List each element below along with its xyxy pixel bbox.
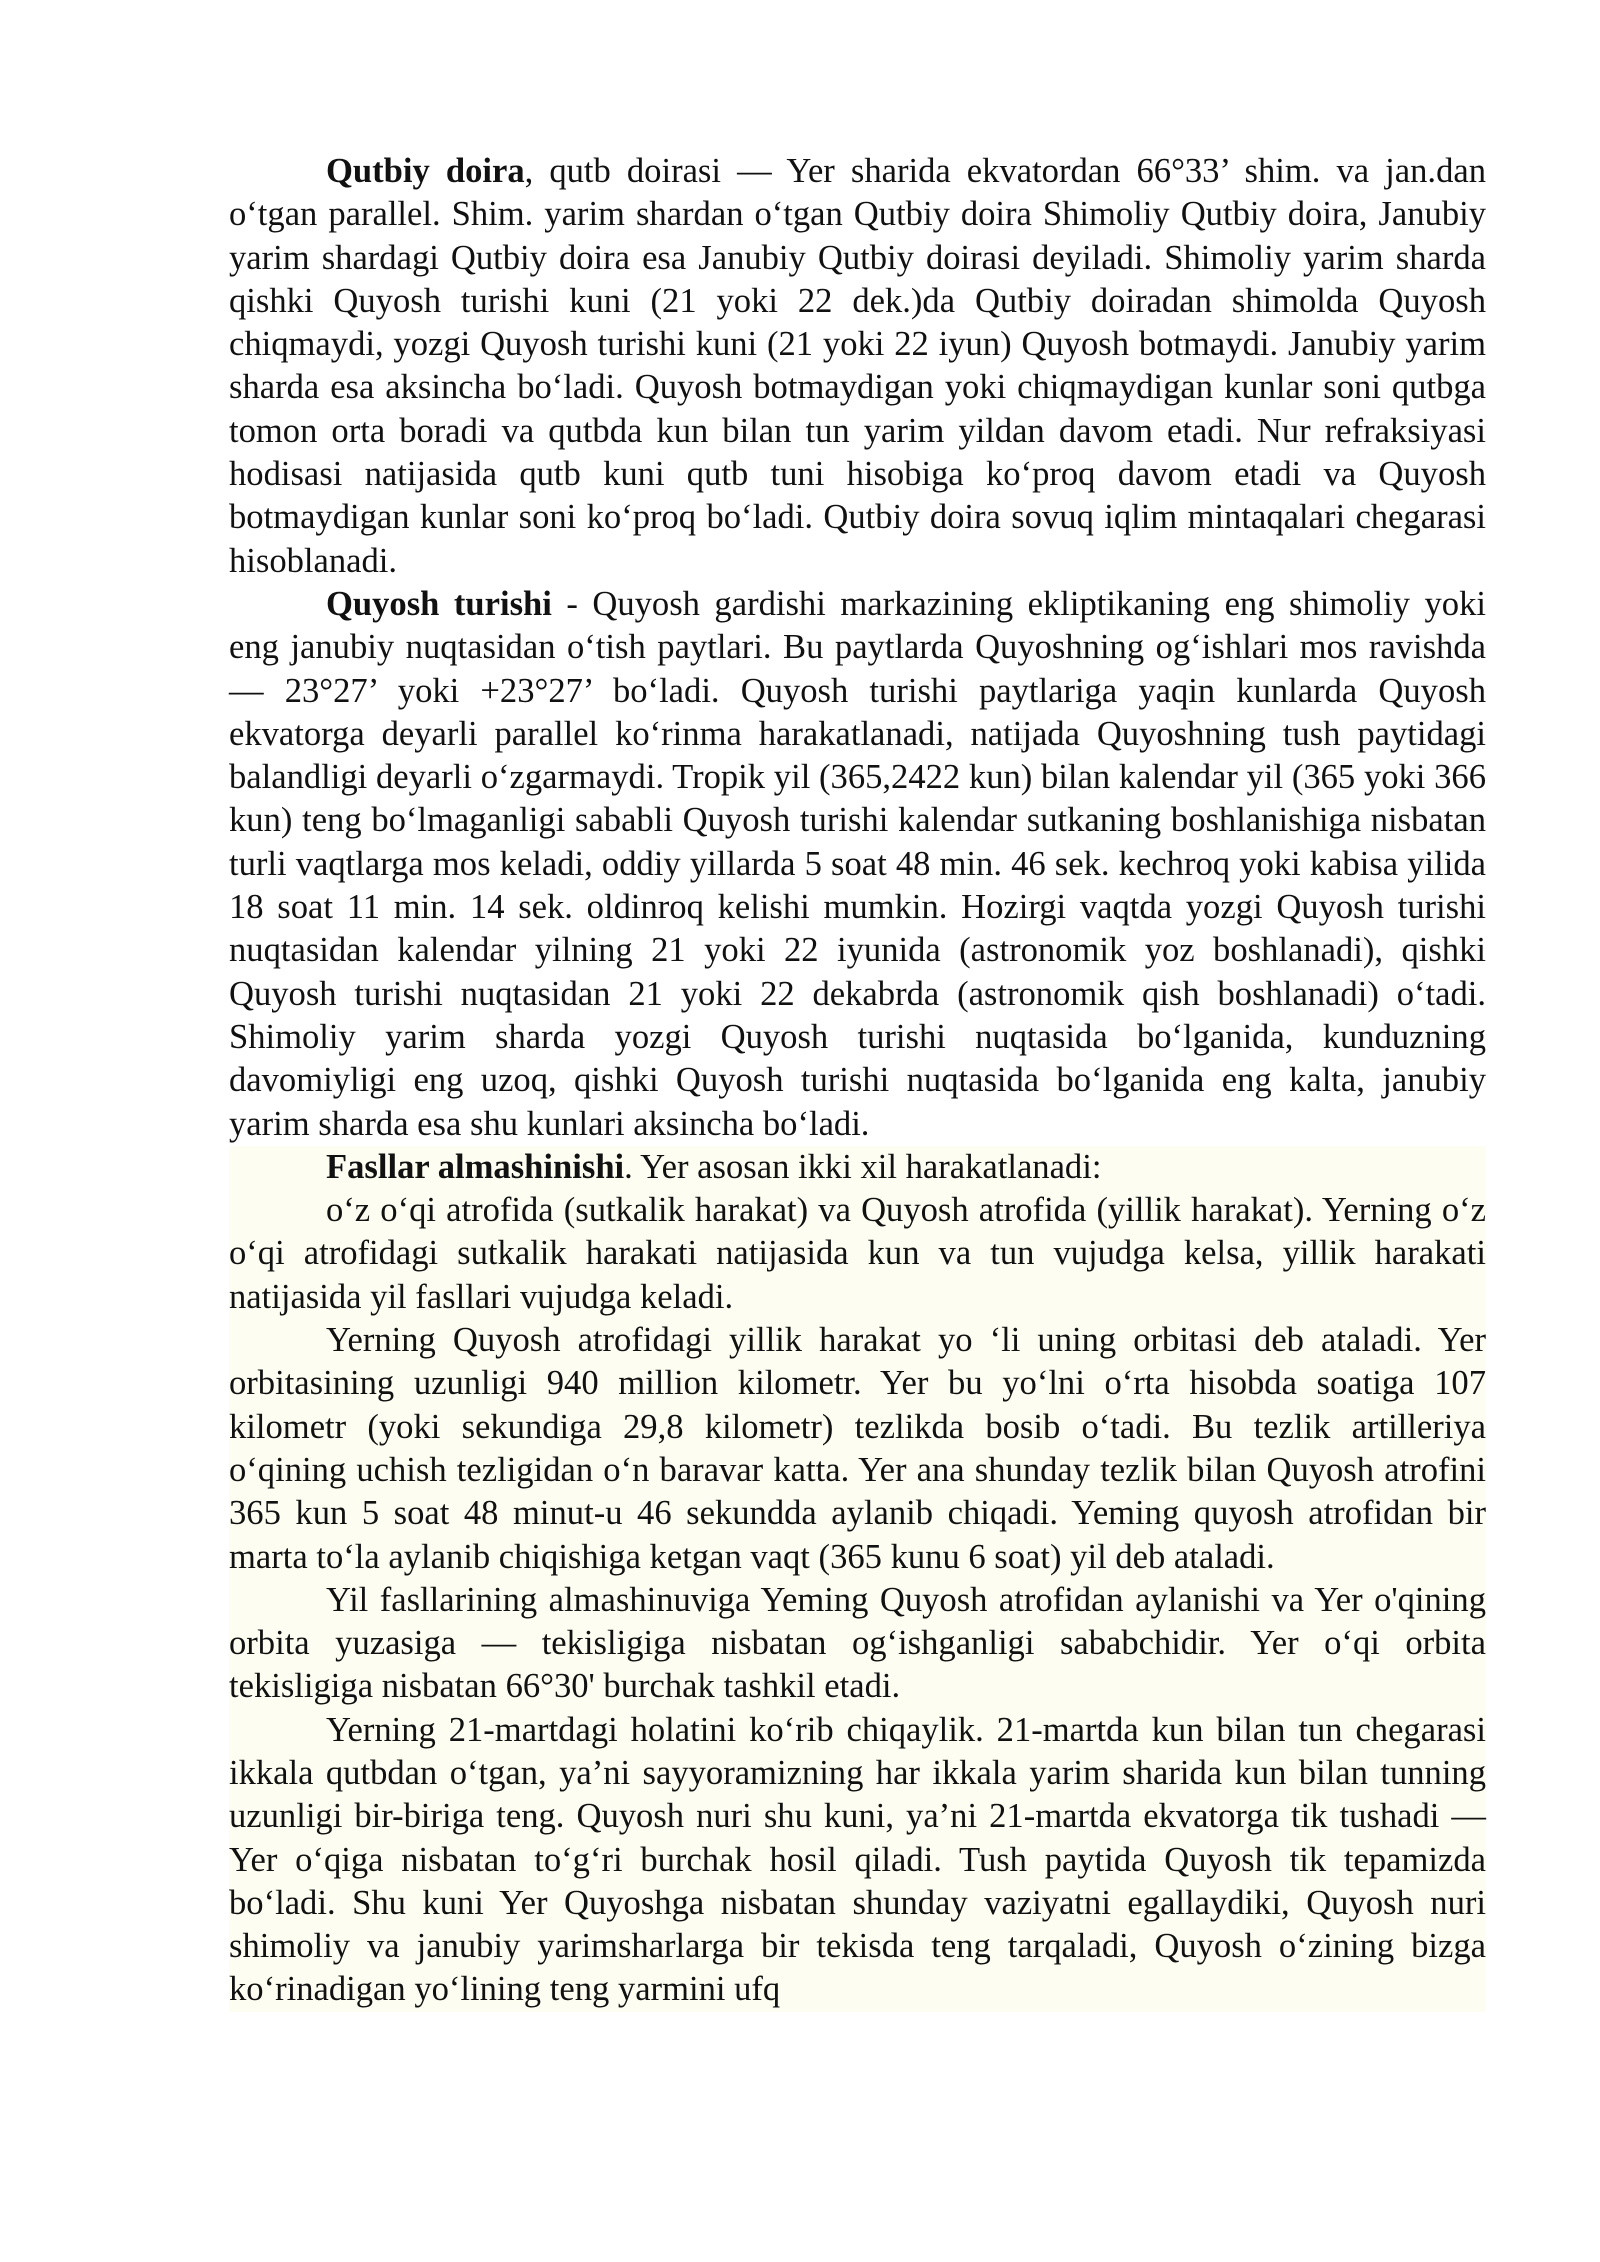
paragraph-text: o‘z o‘qi atrofida (sutkalik harakat) va Quyosh atrofida (yillik harakat). Yerning o‘z o‘qi atrofidagi sutkalik harakati natijasida kun va tun vujudga kelsa, yillik harakati natijasida yil fasllari vujudga keladi.: [229, 1191, 1486, 1316]
paragraph-yer-orbitasi: [229, 1319, 1486, 1579]
paragraph-text: Yerning Quyosh atrofidagi yillik harakat yo ‘li uning orbitasi deb ataladi. Yer orbitasining uzunligi 940 million kilometr. Yer bu yo‘lni o‘rta hisobda soatiga 107 kilometr (yoki sekundiga 29,8 kilometr) tezlikda bosib o‘tadi. Bu tezlik artilleriya o‘qining uchish tezligidan o‘n baravar katta. Yer ana shunday tezlik bilan Quyosh atrofini 365 kun 5 soat 48 minut-u 46 sekundda aylanib chiqadi. Yeming quyosh atrofidan bir marta to‘la aylanib chiqishiga ketgan vaqt (365 kunu 6 soat) yil deb ataladi.: [229, 1321, 1486, 1576]
paragraph-quyosh-turishi: [229, 583, 1486, 1146]
paragraph-text: . Yer asosan ikki xil harakatlanadi:: [624, 1147, 1102, 1186]
paragraph-harakat-turlari: [229, 1189, 1486, 1319]
term-quyosh-turishi: Quyosh turishi: [326, 584, 552, 623]
paragraph-text: Yil fasllarining almashinuviga Yeming Quyosh atrofidan aylanishi va Yer o'qining orbita yuzasiga — tekisligiga nisbatan og‘ishganligi sababchidir. Yer o‘qi orbita tekisligiga nisbatan 66°30' burchak tashkil etadi.: [229, 1580, 1486, 1706]
paragraph-fasllar-sababi: [229, 1579, 1486, 1709]
term-qutbiy-doira: Qutbiy doira: [326, 152, 525, 190]
paragraph-fasllar-almashinishi: [229, 1146, 1486, 1189]
paragraph-text: Yerning 21-martdagi holatini ko‘rib chiqaylik. 21-martda kun bilan tun chegarasi ikkala qutbdan o‘tgan, ya’ni sayyoramizning har ikkala yarim sharida kun bilan tunning uzunligi bir-biriga teng. Quyosh nuri shu kuni, ya’ni 21-martda ekvatorga tik tushadi — Yer o‘qiga nisbatan to‘g‘ri burchak hosil qiladi. Tush paytida Quyosh tik tepamizda bo‘ladi. Shu kuni Yer Quyoshga nisbatan shunday vaziyatni egallaydiki, Quyosh nuri shimoliy va janubiy yarimsharlarga bir tekisda teng tarqaladi, Quyosh o‘zining bizga ko‘rinadigan yo‘lining teng yarmini ufq: [229, 1710, 1486, 2009]
paragraph-qutbiy-doira: [229, 150, 1486, 583]
document-body: [229, 150, 1486, 2012]
paragraph-text: - Quyosh gardishi markazining ekliptikaning eng shimoliy yoki eng janubiy nuqtasidan o‘tish paytlari. Bu paytlarda Quyoshning og‘ishlari mos ravishda — 23°27’ yoki +23°27’ bo‘ladi. Quyosh turishi paytlariga yaqin kunlarda Quyosh ekvatorga deyarli parallel ko‘rinma harakatlanadi, natijada Quyoshning tush paytidagi balandligi deyarli o‘zgarmaydi. Tropik yil (365,2422 kun) bilan kalendar yil (365 yoki 366 kun) teng bo‘lmaganligi sababli Quyosh turishi kalendar sutkaning boshlanishiga nisbatan turli vaqtlarga mos keladi, oddiy yillarda 5 soat 48 min. 46 sek. kechroq yoki kabisa yilida 18 soat 11 min. 14 sek. oldinroq kelishi mumkin. Hozirgi vaqtda yozgi Quyosh turishi nuqtasidan kalendar yilning 21 yoki 22 iyunida (astronomik yoz boshlanadi), qishki Quyosh turishi nuqtasidan 21 yoki 22 dekabrda (astronomik qish boshlanadi) o‘tadi. Shimoliy yarim sharda yozgi Quyosh turishi nuqtasida bo‘lganida, kunduzning davomiyligi eng uzoq, qishki Quyosh turishi nuqtasida bo‘lganida eng kalta, janubiy yarim sharda esa shu kunlari aksincha bo‘ladi.: [229, 584, 1486, 1143]
paragraph-21-mart: [229, 1709, 1486, 2012]
paragraph-text: , qutb doirasi — Yer sharida ekvatordan 66°33’ shim. va jan.dan o‘tgan parallel. Shim. yarim shardan o‘tgan Qutbiy doira Shimoliy Qutbiy doira, Janubiy yarim shardagi Qutbiy doira esa Janubiy Qutbiy doirasi deyiladi. Shimoliy yarim sharda qishki Quyosh turishi kuni (21 yoki 22 dek.)da Qutbiy doiradan shimolda Quyosh chiqmaydi, yozgi Quyosh turishi kuni (21 yoki 22 iyun) Quyosh botmaydi. Janubiy yarim sharda esa aksincha bo‘ladi. Quyosh botmaydigan yoki chiqmaydigan kunlar soni qutbga tomon orta boradi va qutbda kun bilan tun yarim yildan davom etadi. Nur refraksiyasi hodisasi natijasida qutb kuni qutb tuni hisobiga ko‘proq davom etadi va Quyosh botmaydigan kunlar soni ko‘proq bo‘ladi. Qutbiy doira sovuq iqlim mintaqalari chegarasi hisoblanadi.: [229, 152, 1486, 580]
term-fasllar-almashinishi: Fasllar almashinishi: [326, 1147, 625, 1186]
